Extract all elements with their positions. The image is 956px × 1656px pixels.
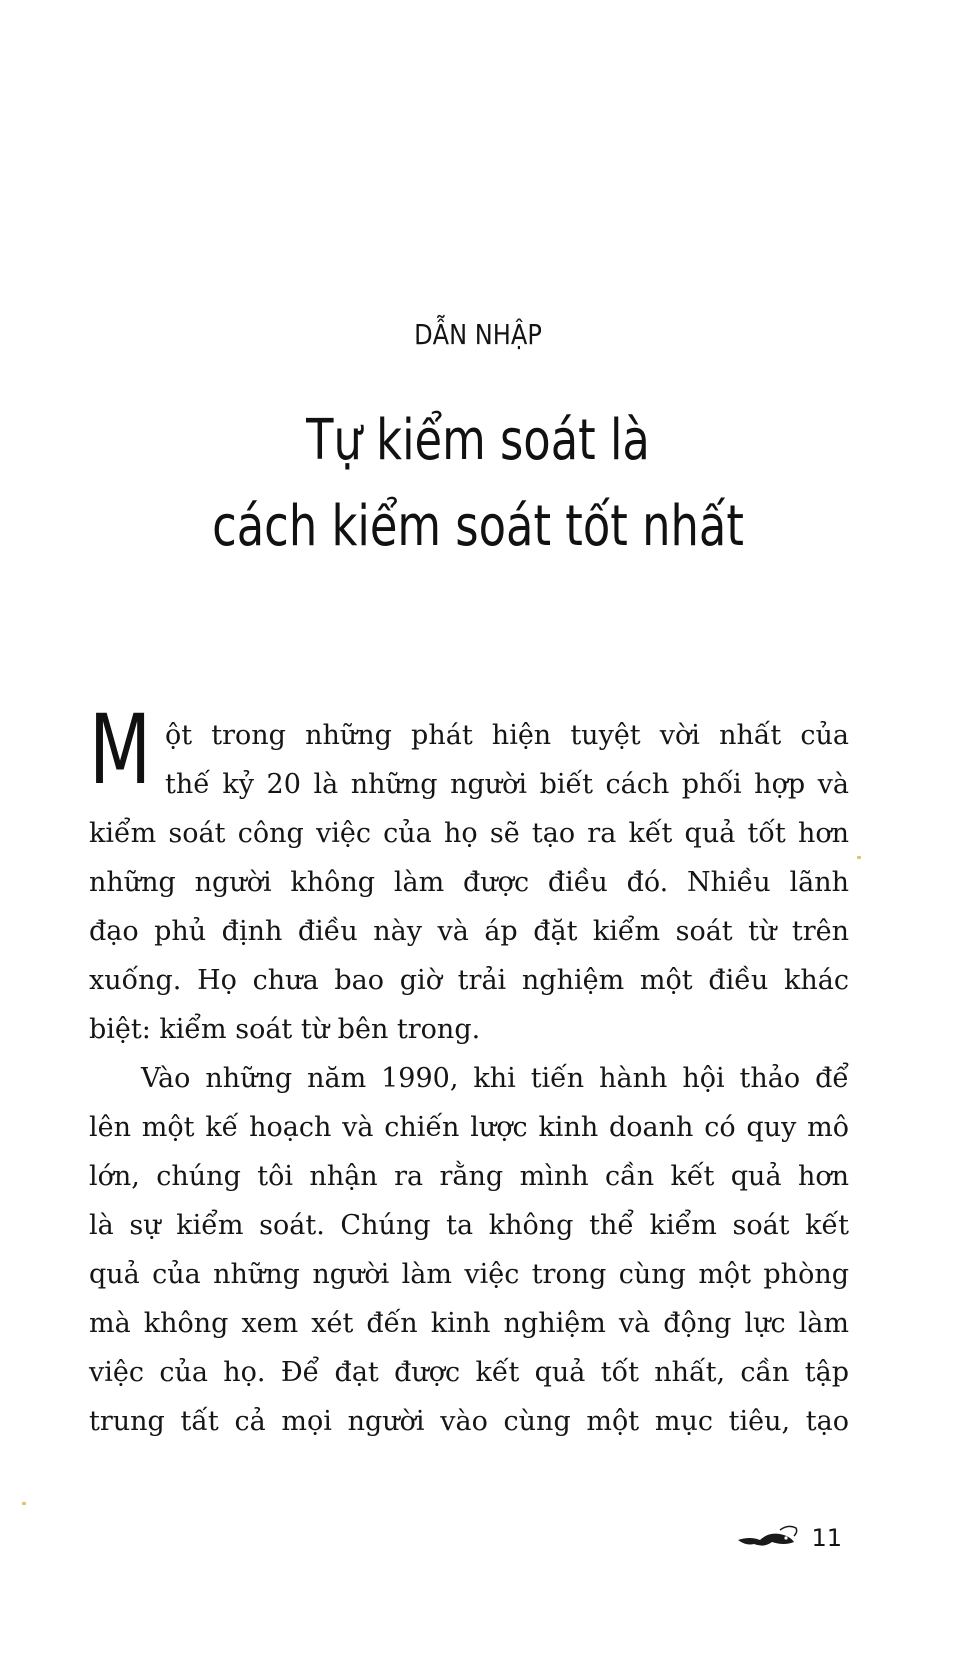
paragraph-line: xuống. Họ chưa bao giờ trải nghiệm một điều khác xyxy=(89,965,849,996)
chapter-title-line-1: Tự kiểm soát là xyxy=(306,408,650,473)
paragraph-line: là sự kiểm soát. Chúng ta không thể kiểm soát kết xyxy=(89,1210,849,1241)
paragraph-line: kiểm soát công việc của họ sẽ tạo ra kết quả tốt hơn xyxy=(89,818,849,849)
paragraph-line: lên một kế hoạch và chiến lược kinh doanh có quy mô xyxy=(89,1112,849,1143)
drop-cap: M xyxy=(89,694,152,806)
paragraph-2 xyxy=(89,1054,849,1446)
body-text xyxy=(89,711,849,1446)
paragraph-line: mà không xem xét đến kinh nghiệm và động lực làm xyxy=(89,1308,849,1339)
paragraph-line: những người không làm được điều đó. Nhiều lãnh xyxy=(89,867,849,898)
page-number: 11 xyxy=(811,1524,842,1552)
paragraph-line: lớn, chúng tôi nhận ra rằng mình cần kết quả hơn xyxy=(89,1161,849,1192)
paragraph-line: thế kỷ 20 là những người biết cách phối hợp và xyxy=(165,769,849,800)
paragraph-line: biệt: kiểm soát từ bên trong. xyxy=(89,1014,481,1045)
chapter-title-line-2: cách kiểm soát tốt nhất xyxy=(212,494,744,559)
chapter-kicker: DẪN NHẬP xyxy=(414,318,542,351)
paragraph-line: trung tất cả mọi người vào cùng một mục tiêu, tạo xyxy=(89,1406,849,1437)
paragraph-1 xyxy=(89,711,849,1054)
paragraph-line: việc của họ. Để đạt được kết quả tốt nhất, cần tập xyxy=(89,1357,849,1388)
fish-ornament-icon xyxy=(736,1520,806,1550)
chapter-title xyxy=(96,398,861,570)
paper-speck xyxy=(857,856,861,859)
paragraph-line: ột trong những phát hiện tuyệt vời nhất của xyxy=(165,720,849,751)
paragraph-line: Vào những năm 1990, khi tiến hành hội thảo để xyxy=(141,1063,849,1094)
paragraph-line: đạo phủ định điều này và áp đặt kiểm soát từ trên xyxy=(89,916,849,947)
paper-speck xyxy=(22,1502,26,1505)
paragraph-line: quả của những người làm việc trong cùng một phòng xyxy=(89,1259,849,1290)
